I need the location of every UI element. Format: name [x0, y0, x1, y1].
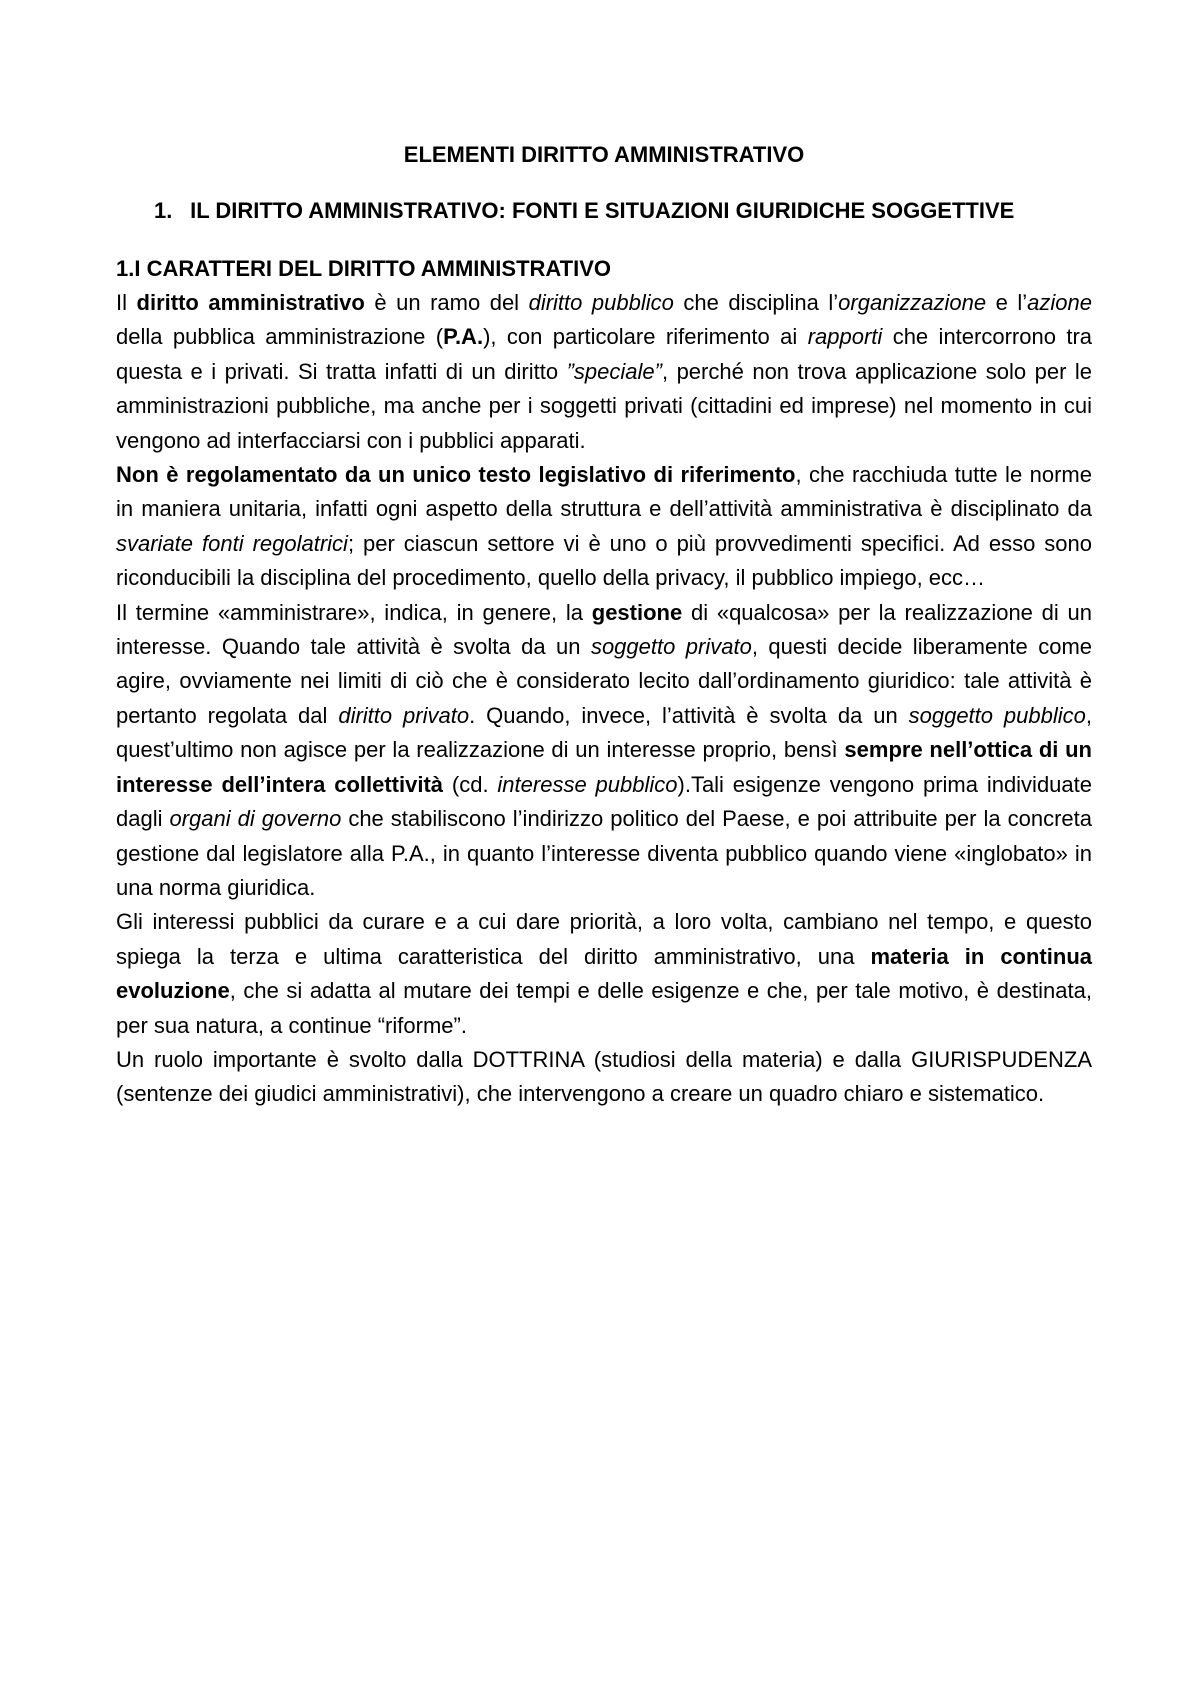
text-run: ).Tali esigenze vengono prima individuate dagli [116, 771, 1093, 832]
bold-text-run: Non è regolamentato da un unico testo legislativo di riferimento [116, 462, 796, 488]
body-text [116, 286, 1092, 1112]
text-run: Un ruolo importante è svolto dalla DOTTRINA (studiosi della materia) e dalla GIURISPUDENZA (sentenze dei giudici amministrativi), che intervengono a creare un quadro chiaro e sistematico. [116, 1046, 1092, 1107]
text-run: , perché non trova applicazione solo per le amministrazioni pubbliche, ma anche per i soggetti privati (cittadini ed imprese) nel momento in cui vengono ad interfacciarsi con i pubblici apparati. [116, 358, 1093, 453]
text-run: Il termine «amministrare», indica, in genere, la [116, 599, 592, 625]
paragraph [116, 905, 1092, 1043]
text-run: , quest’ultimo non agisce per la realizzazione di un interesse proprio, bensì [116, 702, 1092, 763]
subsection-heading: 1.I CARATTERI DEL DIRITTO AMMINISTRATIVO [116, 256, 611, 281]
bold-text-run: diritto amministrativo [136, 290, 365, 315]
text-run: che disciplina l’ [673, 290, 839, 315]
text-run: di «qualcosa» per la realizzazione di un interesse. Quando tale attività è svolta da un [116, 599, 1093, 660]
paragraph [116, 286, 1092, 458]
italic-text-run: diritto pubblico [528, 290, 674, 315]
text-run: , questi decide liberamente come agire, ovviamente nei limiti di ciò che è considerato lecito dall’ordinamento giuridico: tale attività è pertanto regolata dal [116, 634, 1093, 728]
italic-text-run: azione [1027, 290, 1092, 315]
paragraph [116, 458, 1092, 596]
text-run: è un ramo del [364, 290, 529, 315]
italic-text-run: organizzazione [838, 290, 987, 315]
text-run: ; per ciascun settore vi è uno o più provvedimenti specifici. Ad esso sono riconducibili la disciplina del procedimento, quello della privacy, il pubblico impiego, ecc… [116, 530, 1092, 591]
bold-text-run: materia in continua evoluzione [116, 943, 1092, 1004]
italic-text-run: svariate fonti regolatrici [116, 530, 348, 556]
paragraph [116, 1043, 1092, 1112]
bold-text-run: gestione [591, 599, 683, 625]
bold-text-run: P.A. [443, 324, 484, 350]
italic-text-run: ”speciale” [566, 358, 662, 384]
section-title: IL DIRITTO AMMINISTRATIVO: FONTI E SITUAZIONI GIURIDICHE SOGGETTIVE [190, 198, 1015, 223]
document-page [116, 140, 1092, 1112]
section-heading [154, 196, 1092, 226]
text-run: che stabiliscono l’indirizzo politico del Paese, e poi attribuite per la concreta gestione dal legislatore alla P.A., in quanto l’interesse diventa pubblico quando viene «inglobato» in una norma giuridica. [116, 806, 1092, 900]
italic-text-run: diritto privato [338, 702, 470, 728]
italic-text-run: organi di governo [169, 806, 342, 832]
italic-text-run: soggetto pubblico [908, 702, 1086, 728]
section-number: 1. [154, 198, 173, 223]
italic-text-run: interesse pubblico [497, 771, 678, 797]
italic-text-run: soggetto privato [590, 634, 752, 660]
text-run: , che racchiuda tutte le norme in maniera unitaria, infatti ogni aspetto della struttura e dell’attività amministrativa è disciplinato da [116, 462, 1092, 522]
text-run: Gli interessi pubblici da curare e a cui dare priorità, a loro volta, cambiano nel tempo, e questo spiega la terza e ultima caratteristica del diritto amministrativo, una [116, 909, 1092, 969]
text-run: . Quando, invece, l’attività è svolta da un [469, 702, 909, 728]
text-run: Il [116, 290, 137, 315]
text-run: (cd. [443, 771, 498, 797]
document-title: ELEMENTI DIRITTO AMMINISTRATIVO [403, 142, 805, 167]
text-run: , che si adatta al mutare dei tempi e delle esigenze e che, per tale motivo, è destinata, per sua natura, a continue “riforme”. [116, 978, 1092, 1038]
text-run: della pubblica amministrazione ( [116, 324, 444, 350]
text-run: ), con particolare riferimento ai [483, 324, 808, 350]
bold-text-run: sempre nell’ottica di un interesse dell’intera collettività [116, 737, 1092, 797]
italic-text-run: rapporti [807, 324, 883, 350]
paragraph [116, 596, 1092, 906]
text-run: e l’ [986, 290, 1028, 315]
text-run: che intercorrono tra questa e i privati. Si tratta infatti di un diritto [116, 324, 1093, 384]
